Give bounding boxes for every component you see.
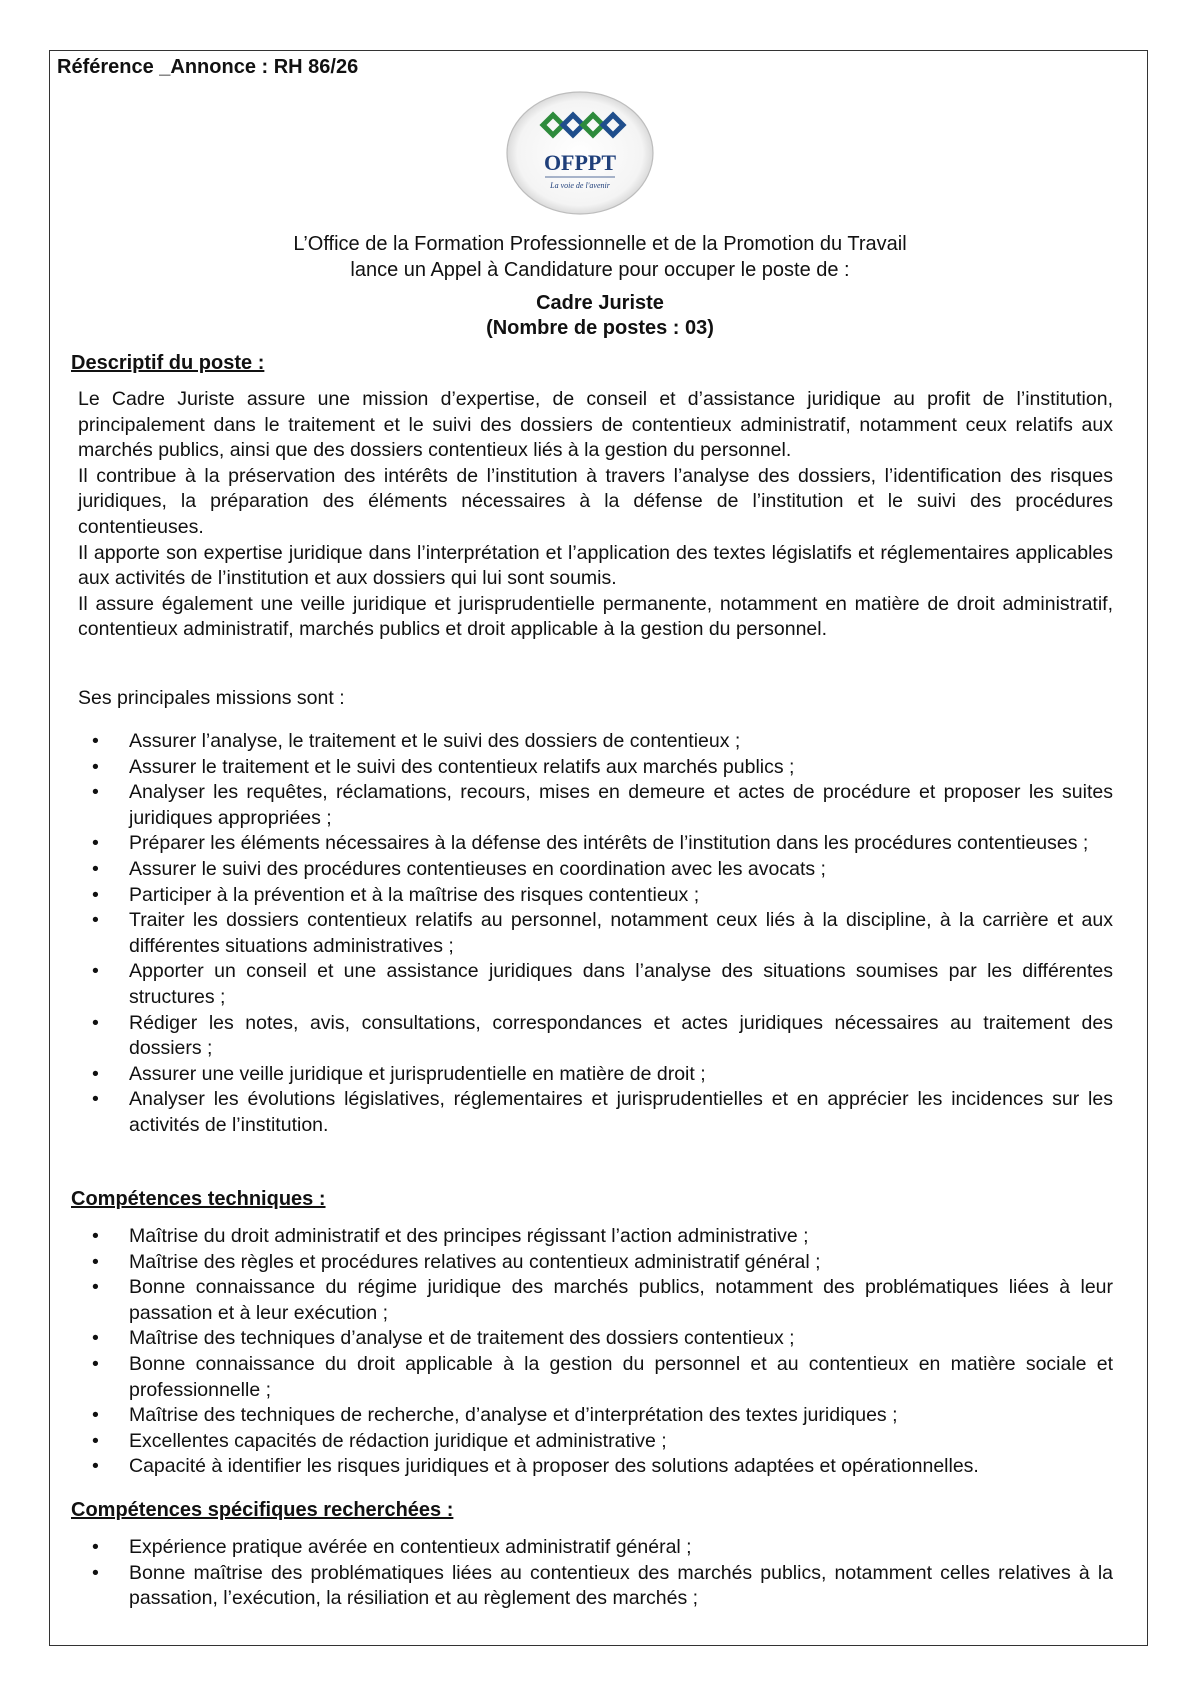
list-item: • Assurer une veille juridique et jurisprudentielle en matière de droit ; (78, 1062, 1113, 1088)
list-item: • Assurer l’analyse, le traitement et le suivi des dossiers de contentieux ; (78, 729, 1113, 755)
competences-techniques-list (78, 1224, 1113, 1480)
list-item: • Maîtrise des techniques d’analyse et de traitement des dossiers contentieux ; (78, 1326, 1113, 1352)
list-item: • Analyser les évolutions législatives, réglementaires et jurisprudentielles et en apprécier les incidences sur les activités de l’institution. (78, 1087, 1113, 1138)
svg-text:OFPPT: OFPPT (543, 150, 617, 175)
descriptif-paragraph: Le Cadre Juriste assure une mission d’expertise, de conseil et d’assistance juridique au profit de l’institution, principalement dans le traitement et le suivi des dossiers de contentieux administratif, notamment ceux relatifs aux marchés publics, ainsi que des dossiers contentieux liés à la gestion du personnel. (78, 388, 1113, 462)
list-item: • Maîtrise des règles et procédures relatives au contentieux administratif général ; (78, 1250, 1113, 1276)
list-item: • Maîtrise du droit administratif et des principes régissant l’action administrative ; (78, 1224, 1113, 1250)
descriptif-text (78, 387, 1113, 643)
ofppt-logo-graphic (505, 90, 655, 216)
section-heading-competences-specifiques: Compétences spécifiques recherchées : (71, 1499, 454, 1521)
list-item: • Traiter les dossiers contentieux relatifs au personnel, notamment ceux liés à la discipline, à la carrière et aux différentes situations administratives ; (78, 908, 1113, 959)
svg-text:La voie de l'avenir: La voie de l'avenir (550, 181, 610, 190)
reference-annonce: Référence _Annonce : RH 86/26 (57, 56, 359, 78)
list-item: • Assurer le suivi des procédures contentieuses en coordination avec les avocats ; (78, 857, 1113, 883)
list-item: • Assurer le traitement et le suivi des contentieux relatifs aux marchés publics ; (78, 755, 1113, 781)
list-item: • Bonne connaissance du droit applicable à la gestion du personnel et au contentieux en matière sociale et professionnelle ; (78, 1352, 1113, 1403)
descriptif-paragraph: Il apporte son expertise juridique dans l’interprétation et l’application des textes législatifs et réglementaires applicables aux activités de l’institution et aux dossiers qui lui sont soumis. (78, 541, 1113, 590)
descriptif-paragraph: Il assure également une veille juridique et jurisprudentielle permanente, notamment en matière de droit administratif, contentieux administratif, marchés publics et droit applicable à la gestion du personnel. (78, 592, 1113, 641)
section-heading-competences-techniques: Compétences techniques : (71, 1188, 326, 1210)
list-item: • Préparer les éléments nécessaires à la défense des intérêts de l’institution dans les procédures contentieuses ; (78, 831, 1113, 857)
descriptif-paragraph: Il contribue à la préservation des intérêts de l’institution à travers l’analyse des dossiers, l’identification des risques juridiques, la préparation des éléments nécessaires à la défense de l’institution et le suivi des procédures contentieuses. (78, 464, 1113, 538)
ofppt-logo (505, 90, 655, 216)
list-item: • Excellentes capacités de rédaction juridique et administrative ; (78, 1429, 1113, 1455)
list-item: • Bonne connaissance du régime juridique des marchés publics, notamment des problématiques liées à leur passation et à leur exécution ; (78, 1275, 1113, 1326)
intro-line-1: L’Office de la Formation Professionnelle et de la Promotion du Travail (293, 233, 907, 255)
missions-list (78, 729, 1113, 1139)
list-item: • Expérience pratique avérée en contentieux administratif général ; (78, 1535, 1113, 1561)
intro-line-2: lance un Appel à Candidature pour occuper le poste de : (350, 259, 850, 281)
list-item: • Rédiger les notes, avis, consultations, correspondances et actes juridiques nécessaires au traitement des dossiers ; (78, 1011, 1113, 1062)
list-item: • Analyser les requêtes, réclamations, recours, mises en demeure et actes de procédure et proposer les suites juridiques appropriées ; (78, 780, 1113, 831)
competences-specifiques-list (78, 1535, 1113, 1612)
section-heading-descriptif: Descriptif du poste : (71, 352, 265, 374)
list-item: • Participer à la prévention et à la maîtrise des risques contentieux ; (78, 883, 1113, 909)
poste-count: (Nombre de postes : 03) (486, 317, 714, 339)
list-item: • Apporter un conseil et une assistance juridiques dans l’analyse des situations soumises par les différentes structures ; (78, 959, 1113, 1010)
list-item: • Maîtrise des techniques de recherche, d’analyse et d’interprétation des textes juridiques ; (78, 1403, 1113, 1429)
list-item: • Capacité à identifier les risques juridiques et à proposer des solutions adaptées et opérationnelles. (78, 1454, 1113, 1480)
missions-lead: Ses principales missions sont : (78, 687, 345, 709)
list-item: • Bonne maîtrise des problématiques liées au contentieux des marchés publics, notamment celles relatives à la passation, l’exécution, la résiliation et au règlement des marchés ; (78, 1561, 1113, 1612)
poste-title: Cadre Juriste (536, 292, 664, 314)
intro-text (60, 231, 1140, 283)
poste-heading (60, 291, 1140, 341)
